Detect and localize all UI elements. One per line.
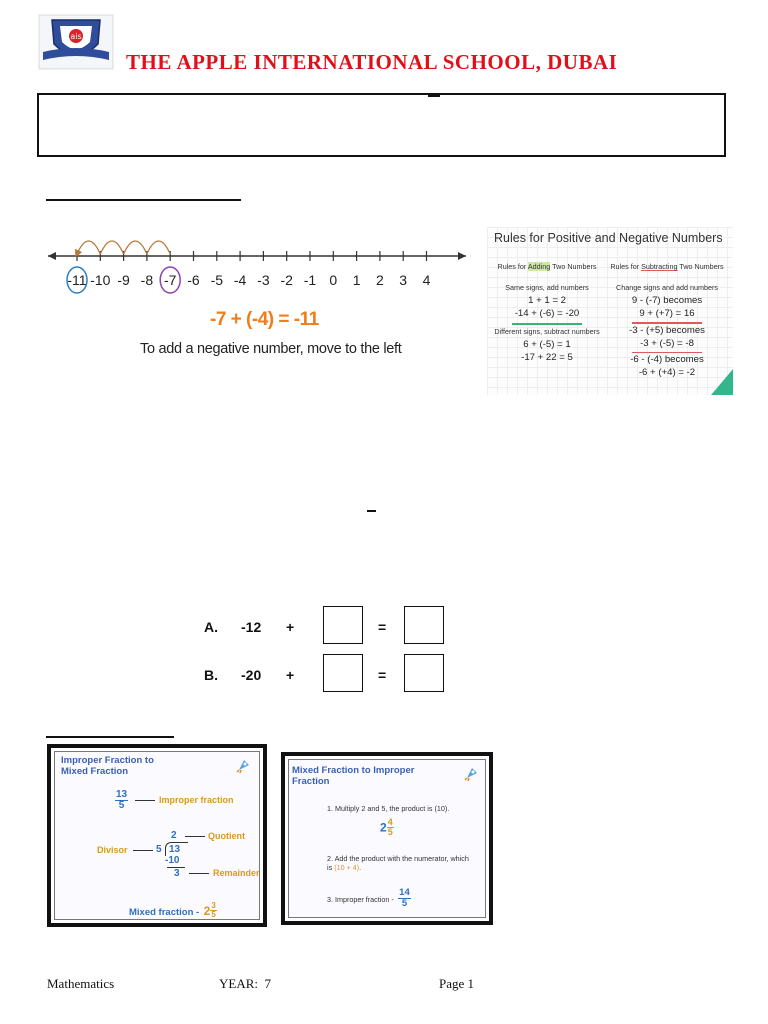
green-divider [512,323,582,325]
same-signs-label: Same signs, add numbers [505,283,589,293]
right-arrowhead [458,252,466,260]
improper-fraction-label: Improper fraction [159,795,234,805]
tick-label: -11 [67,272,87,288]
arrow-line [135,800,155,801]
svg-text:ais: ais [70,32,82,41]
row-a-letter: A. [204,619,218,635]
change-signs-label: Change signs and add numbers [616,283,718,293]
rocket-icon [235,756,253,774]
mixed-fraction: 2 $\frac{4}{5}$ [380,817,393,837]
quotient-value: 2 [171,830,177,841]
adding-example: -17 + 22 = 5 [521,351,573,363]
card-inner [54,751,260,920]
adding-example: 6 + (-5) = 1 [523,338,571,350]
number-line-caption: To add a negative number, move to the left [140,341,402,357]
tick-label: -7 [163,272,177,288]
mixed-to-improper-card [281,752,493,925]
tick-label: -6 [187,272,200,288]
student-info-box[interactable] [37,93,726,157]
arrow-line [133,850,153,851]
info-dash-mark [428,95,440,97]
quotient-label: Quotient [208,831,245,841]
card-inner [288,759,486,918]
remainder-label: Remainder [213,868,260,878]
number-line-equation: -7 + (-4) = -11 [210,309,319,330]
section-heading-rule [46,199,241,201]
tick-label: -9 [117,272,130,288]
subtracting-example: -6 + (+4) = -2 [638,367,696,379]
improper-to-mixed-card [47,744,267,927]
dash-mark [367,510,376,512]
row-b-addend-box[interactable] [323,654,363,692]
row-a-equals: = [378,619,387,635]
card-title: Improper Fraction to Mixed Fraction [61,755,154,777]
adding-example: -14 + (-6) = -20 [514,308,580,320]
subtracting-rules-column [607,263,727,380]
subtracting-heading: Rules for Subtracting Two Numbers [610,262,724,271]
footer-subject: Mathematics [47,976,115,991]
row-b-answer-box[interactable] [404,654,444,692]
tick-label: -1 [303,272,317,288]
row-b-number: -20 [241,667,262,683]
divisor-value: 5 [156,844,162,855]
number-line [42,228,472,298]
diff-signs-label: Different signs, subtract numbers [494,326,600,336]
footer-year: YEAR: 7 [219,976,271,991]
hop-arc [100,241,123,254]
rocket-icon [463,764,481,782]
tick-label: -5 [210,272,224,288]
mixed-fraction-result: Mixed fraction - 2 $\frac{3}{5}$ [129,901,216,920]
subtract-value: -10 [165,855,180,866]
rules-title: Rules for Positive and Negative Numbers [494,231,723,245]
tick-label: 0 [329,272,338,288]
arrow-line [185,836,205,837]
subtracting-example: -3 + (-5) = -8 [640,337,694,349]
row-a-number: -12 [241,619,262,635]
arrow-line [189,873,209,874]
tick-label: -3 [257,272,270,288]
row-b-plus: + [286,667,295,683]
tick-label: -10 [90,272,111,288]
tick-label: 2 [376,272,384,288]
hop-arc [147,241,170,254]
rules-panel [487,227,733,395]
tick-label: 3 [399,272,408,288]
school-title: THE APPLE INTERNATIONAL SCHOOL, DUBAI [126,50,618,74]
subtracting-example: 9 - (-7) becomes [631,295,703,307]
school-logo [38,14,114,70]
tick-label: 4 [422,272,431,288]
tick-label: -4 [233,272,247,288]
footer-page: Page 1 [439,976,475,991]
left-arrowhead [48,252,56,260]
tick-label: -2 [280,272,293,288]
section-heading-rule [46,736,174,738]
subtracting-example: -3 - (+5) becomes [629,324,705,336]
adding-example: 1 + 1 = 2 [528,295,566,307]
row-b-equals: = [378,667,387,683]
row-a-answer-box[interactable] [404,606,444,644]
row-a-plus: + [286,619,295,635]
adding-rules-column [487,263,607,365]
subtracting-example: -6 - (-4) becomes [630,354,704,366]
adding-heading: Rules for Adding Two Numbers [497,262,597,271]
corner-decoration [711,369,733,395]
hop-arc [77,241,100,254]
tick-label: -8 [140,272,154,288]
tick-label: 1 [352,272,361,288]
dividend-value: 13 [169,844,181,855]
improper-fraction: $\frac{13}{5}$ [116,789,128,811]
remainder-value: 3 [174,868,180,879]
row-b-letter: B. [204,667,218,683]
row-a-addend-box[interactable] [323,606,363,644]
step-2: 2. Add the product with the numerator, which is (10 + 4). [327,854,469,872]
red-divider [632,352,702,354]
card-title: Mixed Fraction to Improper Fraction [292,765,415,787]
divisor-label: Divisor [97,845,128,855]
step-1: 1. Multiply 2 and 5, the product is (10). [327,804,450,813]
red-divider [632,322,702,324]
step-3: 3. Improper fraction - $\frac{14}{5}$ [327,887,410,909]
hop-arc [124,241,147,254]
subtracting-example: 9 + (+7) = 16 [639,308,695,320]
